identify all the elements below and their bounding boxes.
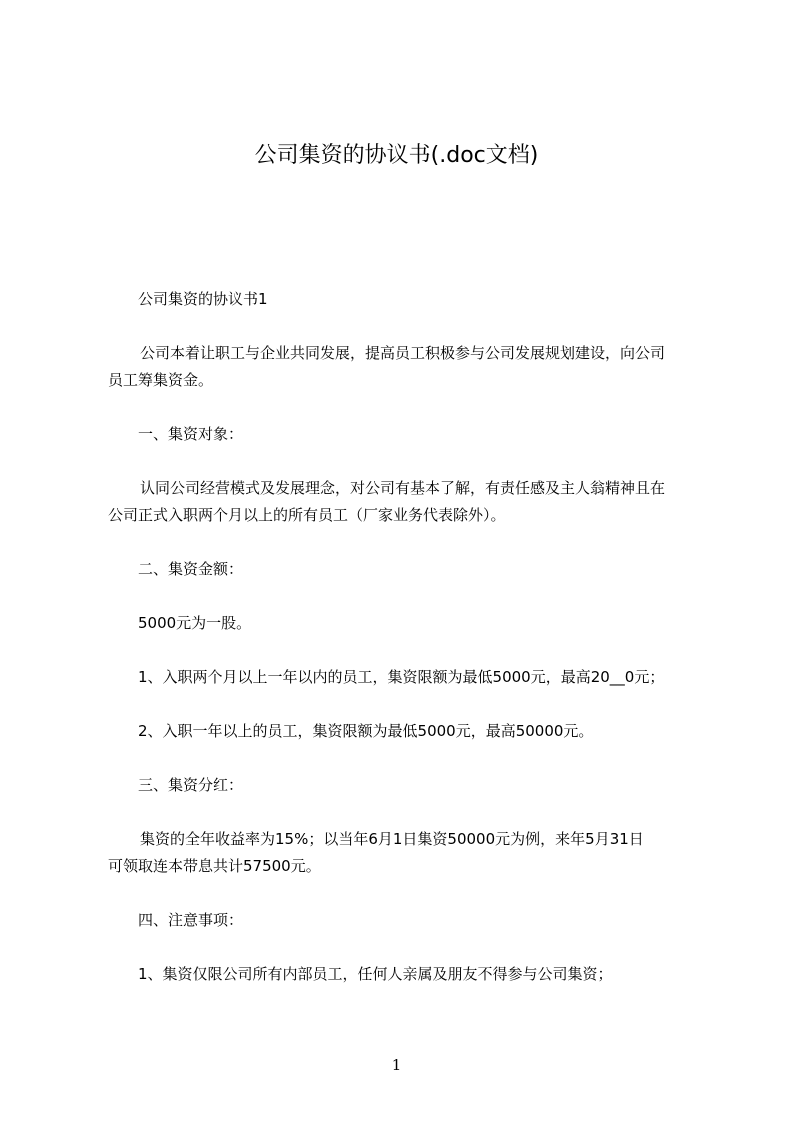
section-2-share: 5000元为一股。 [138,614,252,632]
section-3-line-1: 集资的全年收益率为15%；以当年6月1日集资50000元为例，来年5月31日 [140,830,644,848]
page-number: 1 [391,1056,402,1074]
intro-line-2: 员工筹集资金。 [108,371,214,389]
intro-line-1: 公司本着让职工与企业共同发展，提高员工积极参与公司发展规划建设，向公司 [140,344,666,362]
section-1-heading: 一、集资对象： [138,425,244,443]
section-1-line-2: 公司正式入职两个月以上的所有员工（厂家业务代表除外）。 [108,506,506,524]
section-2-heading: 二、集资金额： [138,560,244,578]
section-2-item-2: 2、入职一年以上的员工，集资限额为最低5000元，最高50000元。 [138,722,594,740]
section-4-heading: 四、注意事项： [138,911,244,929]
document-heading: 公司集资的协议书1 [138,290,268,308]
section-3-heading: 三、集资分红： [138,776,244,794]
section-3-line-2: 可领取连本带息共计57500元。 [108,857,321,875]
section-1-line-1: 认同公司经营模式及发展理念，对公司有基本了解，有责任感及主人翁精神且在 [140,479,666,497]
document-title: 公司集资的协议书(.doc文档) [254,143,539,168]
section-4-item-1: 1、集资仅限公司所有内部员工，任何人亲属及朋友不得参与公司集资； [138,965,613,983]
section-2-item-1: 1、入职两个月以上一年以内的员工，集资限额为最低5000元，最高20__0元； [138,668,665,686]
